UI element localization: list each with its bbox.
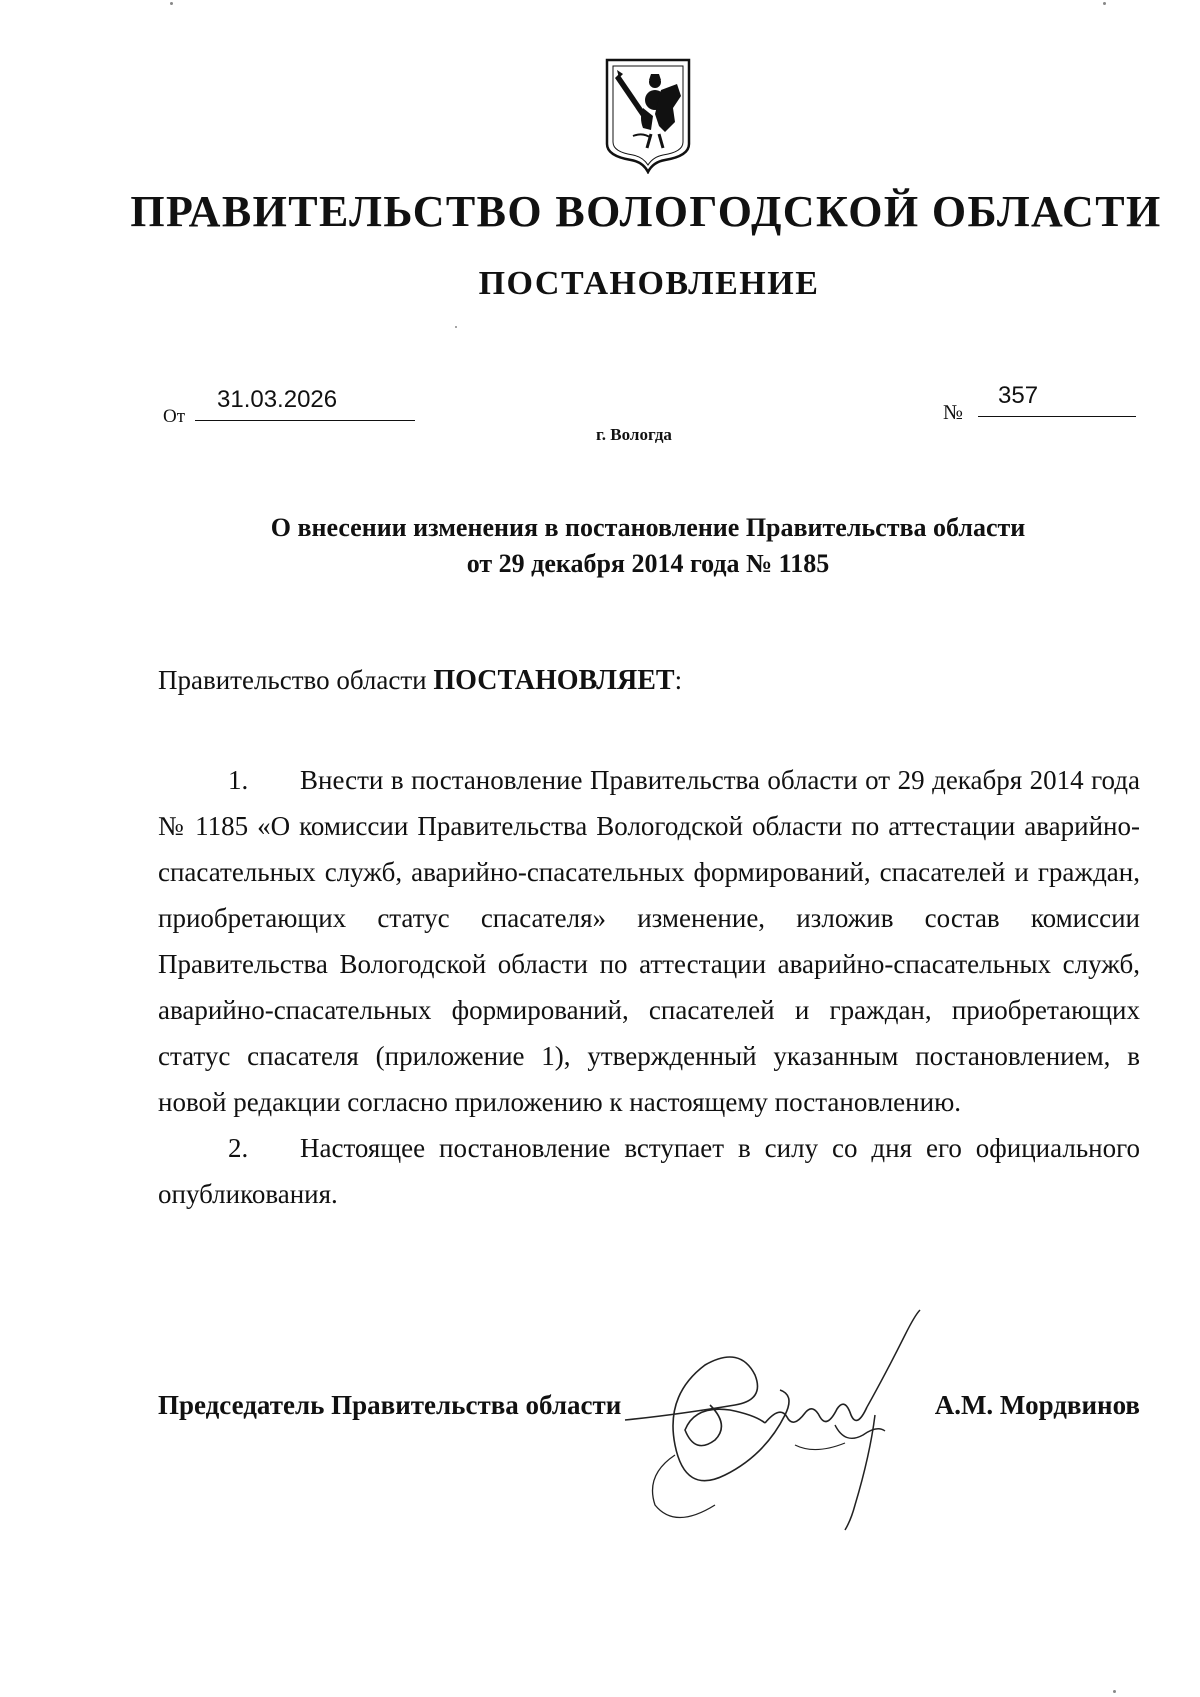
scan-artifact [1103,2,1106,5]
item-text: Внести в постановление Правительства области от 29 декабря 2014 года № 1185 «О комиссии Правительства Вологодской области по аттестации аварийно-спасательных служб, аварийно-спасательных формирований, спасателей и граждан, приобретающих статус спасателя» изменение, изложив состав комиссии Правительства Вологодской области по аттестации аварийно-спасательных служб, аварийно-спасательных формирований, спасателей и граждан, приобретающих статус спасателя (приложение 1), утвержденный указанным постановлением, в новой редакции согласно приложению к настоящему постановлению. [158,765,1140,1117]
signatory-name: А.М. Мордвинов [934,1390,1140,1420]
city-name: г. Вологда [596,425,672,444]
handwritten-signature-icon [615,1305,945,1545]
subject-line-1: О внесении изменения в постановление Правительства области [270,513,1026,542]
document-type-title: ПОСТАНОВЛЕНИЕ [478,265,820,302]
decree-body [158,757,1140,1217]
document-subject [0,510,1200,582]
signatory-position: Председатель Правительства области [158,1390,622,1420]
item-number: 2. [228,1133,249,1163]
scan-artifact [170,2,173,5]
date-underline [195,386,415,421]
government-title: ПРАВИТЕЛЬСТВО ВОЛОГОДСКОЙ ОБЛАСТИ [130,187,1162,236]
scan-artifact [455,326,457,328]
item-number: 1. [228,765,249,795]
subject-line-2: от 29 декабря 2014 года № 1185 [466,549,830,578]
scan-artifact [1113,1690,1116,1693]
document-date: 31.03.2026 [217,386,338,413]
number-sign: № [943,400,964,424]
coat-of-arms-icon [603,56,693,174]
date-prefix: От [163,406,186,427]
decree-item [158,757,1140,1125]
number-underline [978,382,1136,417]
decree-intro-text: Правительство области [158,665,434,695]
document-number: 357 [998,382,1039,409]
decree-intro-bold: ПОСТАНОВЛЯЕТ [433,665,675,696]
decree-intro [158,665,682,697]
decree-item [158,1125,1140,1217]
decree-intro-suffix: : [674,665,683,695]
item-text: Настоящее постановление вступает в силу со дня его официального опубликования. [158,1133,1140,1209]
